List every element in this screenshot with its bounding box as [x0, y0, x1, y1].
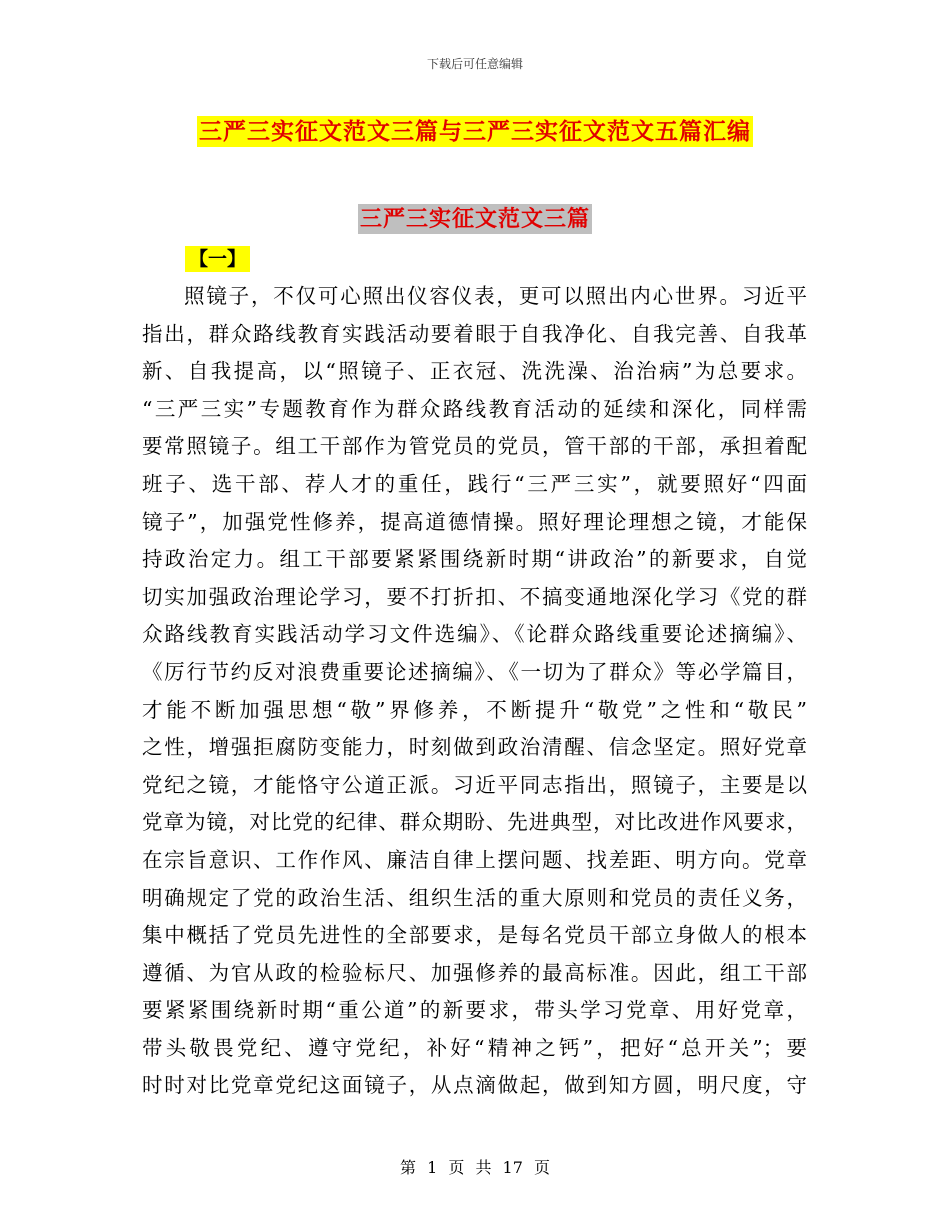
document-title: 三严三实征文范文三篇与三严三实征文范文五篇汇编: [199, 118, 751, 145]
page-header: 下载后可任意编辑: [426, 57, 523, 71]
paragraph-line: 照镜子，不仅可心照出仪容仪表，更可以照出内心世界。习近平: [184, 284, 807, 308]
section-title-wrapper: [0, 202, 950, 233]
paragraph-line: 要常照镜子。组工干部作为管党员的党员，管干部的干部，承担着配: [142, 434, 807, 459]
paragraph-line: 镜子”，加强党性修养，提高道德情操。照好理论理想之镜，才能保: [142, 509, 807, 534]
paragraph-line: 要紧紧围绕新时期“重公道”的新要求，带头学习党章、用好党章，: [142, 998, 807, 1023]
document-title-wrapper: [0, 113, 950, 146]
paragraph-line: 《厉行节约反对浪费重要论述摘编》、《一切为了群众》等必学篇目，: [142, 659, 807, 684]
paragraph-line: 切实加强政治理论学习，要不打折扣、不搞变通地深化学习《党的群: [142, 584, 807, 609]
paragraph-line: 党章为镜，对比党的纪律、群众期盼、先进典型，对比改进作风要求，: [142, 810, 807, 835]
paragraph-line: 众路线教育实践活动学习文件选编》、《论群众路线重要论述摘编》、: [142, 622, 807, 647]
sub-label: 【一】: [185, 246, 250, 272]
paragraph-line: 新、自我提高，以“照镜子、正衣冠、洗洗澡、治治病”为总要求。: [142, 359, 807, 384]
paragraph-line: 在宗旨意识、工作作风、廉洁自律上摆问题、找差距、明方向。党章: [142, 847, 807, 872]
paragraph-line: 党纪之镜，才能恪守公道正派。习近平同志指出，照镜子，主要是以: [142, 772, 807, 797]
section-title: 三严三实征文范文三篇: [359, 206, 590, 232]
page-footer: 第 1 页 共 17 页: [400, 1158, 550, 1177]
paragraph-line: 时时对比党章党纪这面镜子，从点滴做起，做到知方圆，明尺度，守: [142, 1073, 807, 1098]
body-paragraph: [142, 278, 807, 1105]
paragraph-line: 明确规定了党的政治生活、组织生活的重大原则和党员的责任义务，: [142, 885, 807, 910]
paragraph-line: 指出，群众路线教育实践活动要着眼于自我净化、自我完善、自我革: [142, 321, 807, 346]
paragraph-line: 带头敬畏党纪、遵守党纪，补好“精神之钙”，把好“总开关”；要: [142, 1035, 807, 1060]
paragraph-line: 集中概括了党员先进性的全部要求，是每名党员干部立身做人的根本: [142, 923, 807, 948]
paragraph-line: 才能不断加强思想“敬”界修养，不断提升“敬党”之性和“敬民”: [142, 697, 807, 722]
paragraph-line: 班子、选干部、荐人才的重任，践行“三严三实”，就要照好“四面: [142, 471, 807, 496]
paragraph-line: 持政治定力。组工干部要紧紧围绕新时期“讲政治”的新要求，自觉: [142, 547, 807, 572]
paragraph-line: “三严三实”专题教育作为群众路线教育活动的延续和深化，同样需: [142, 396, 807, 421]
paragraph-line: 之性，增强拒腐防变能力，时刻做到政治清醒、信念坚定。照好党章: [142, 735, 807, 760]
paragraph-line: 遵循、为官从政的检验标尺、加强修养的最高标准。因此，组工干部: [142, 960, 807, 985]
sub-label-wrapper: [185, 244, 250, 271]
